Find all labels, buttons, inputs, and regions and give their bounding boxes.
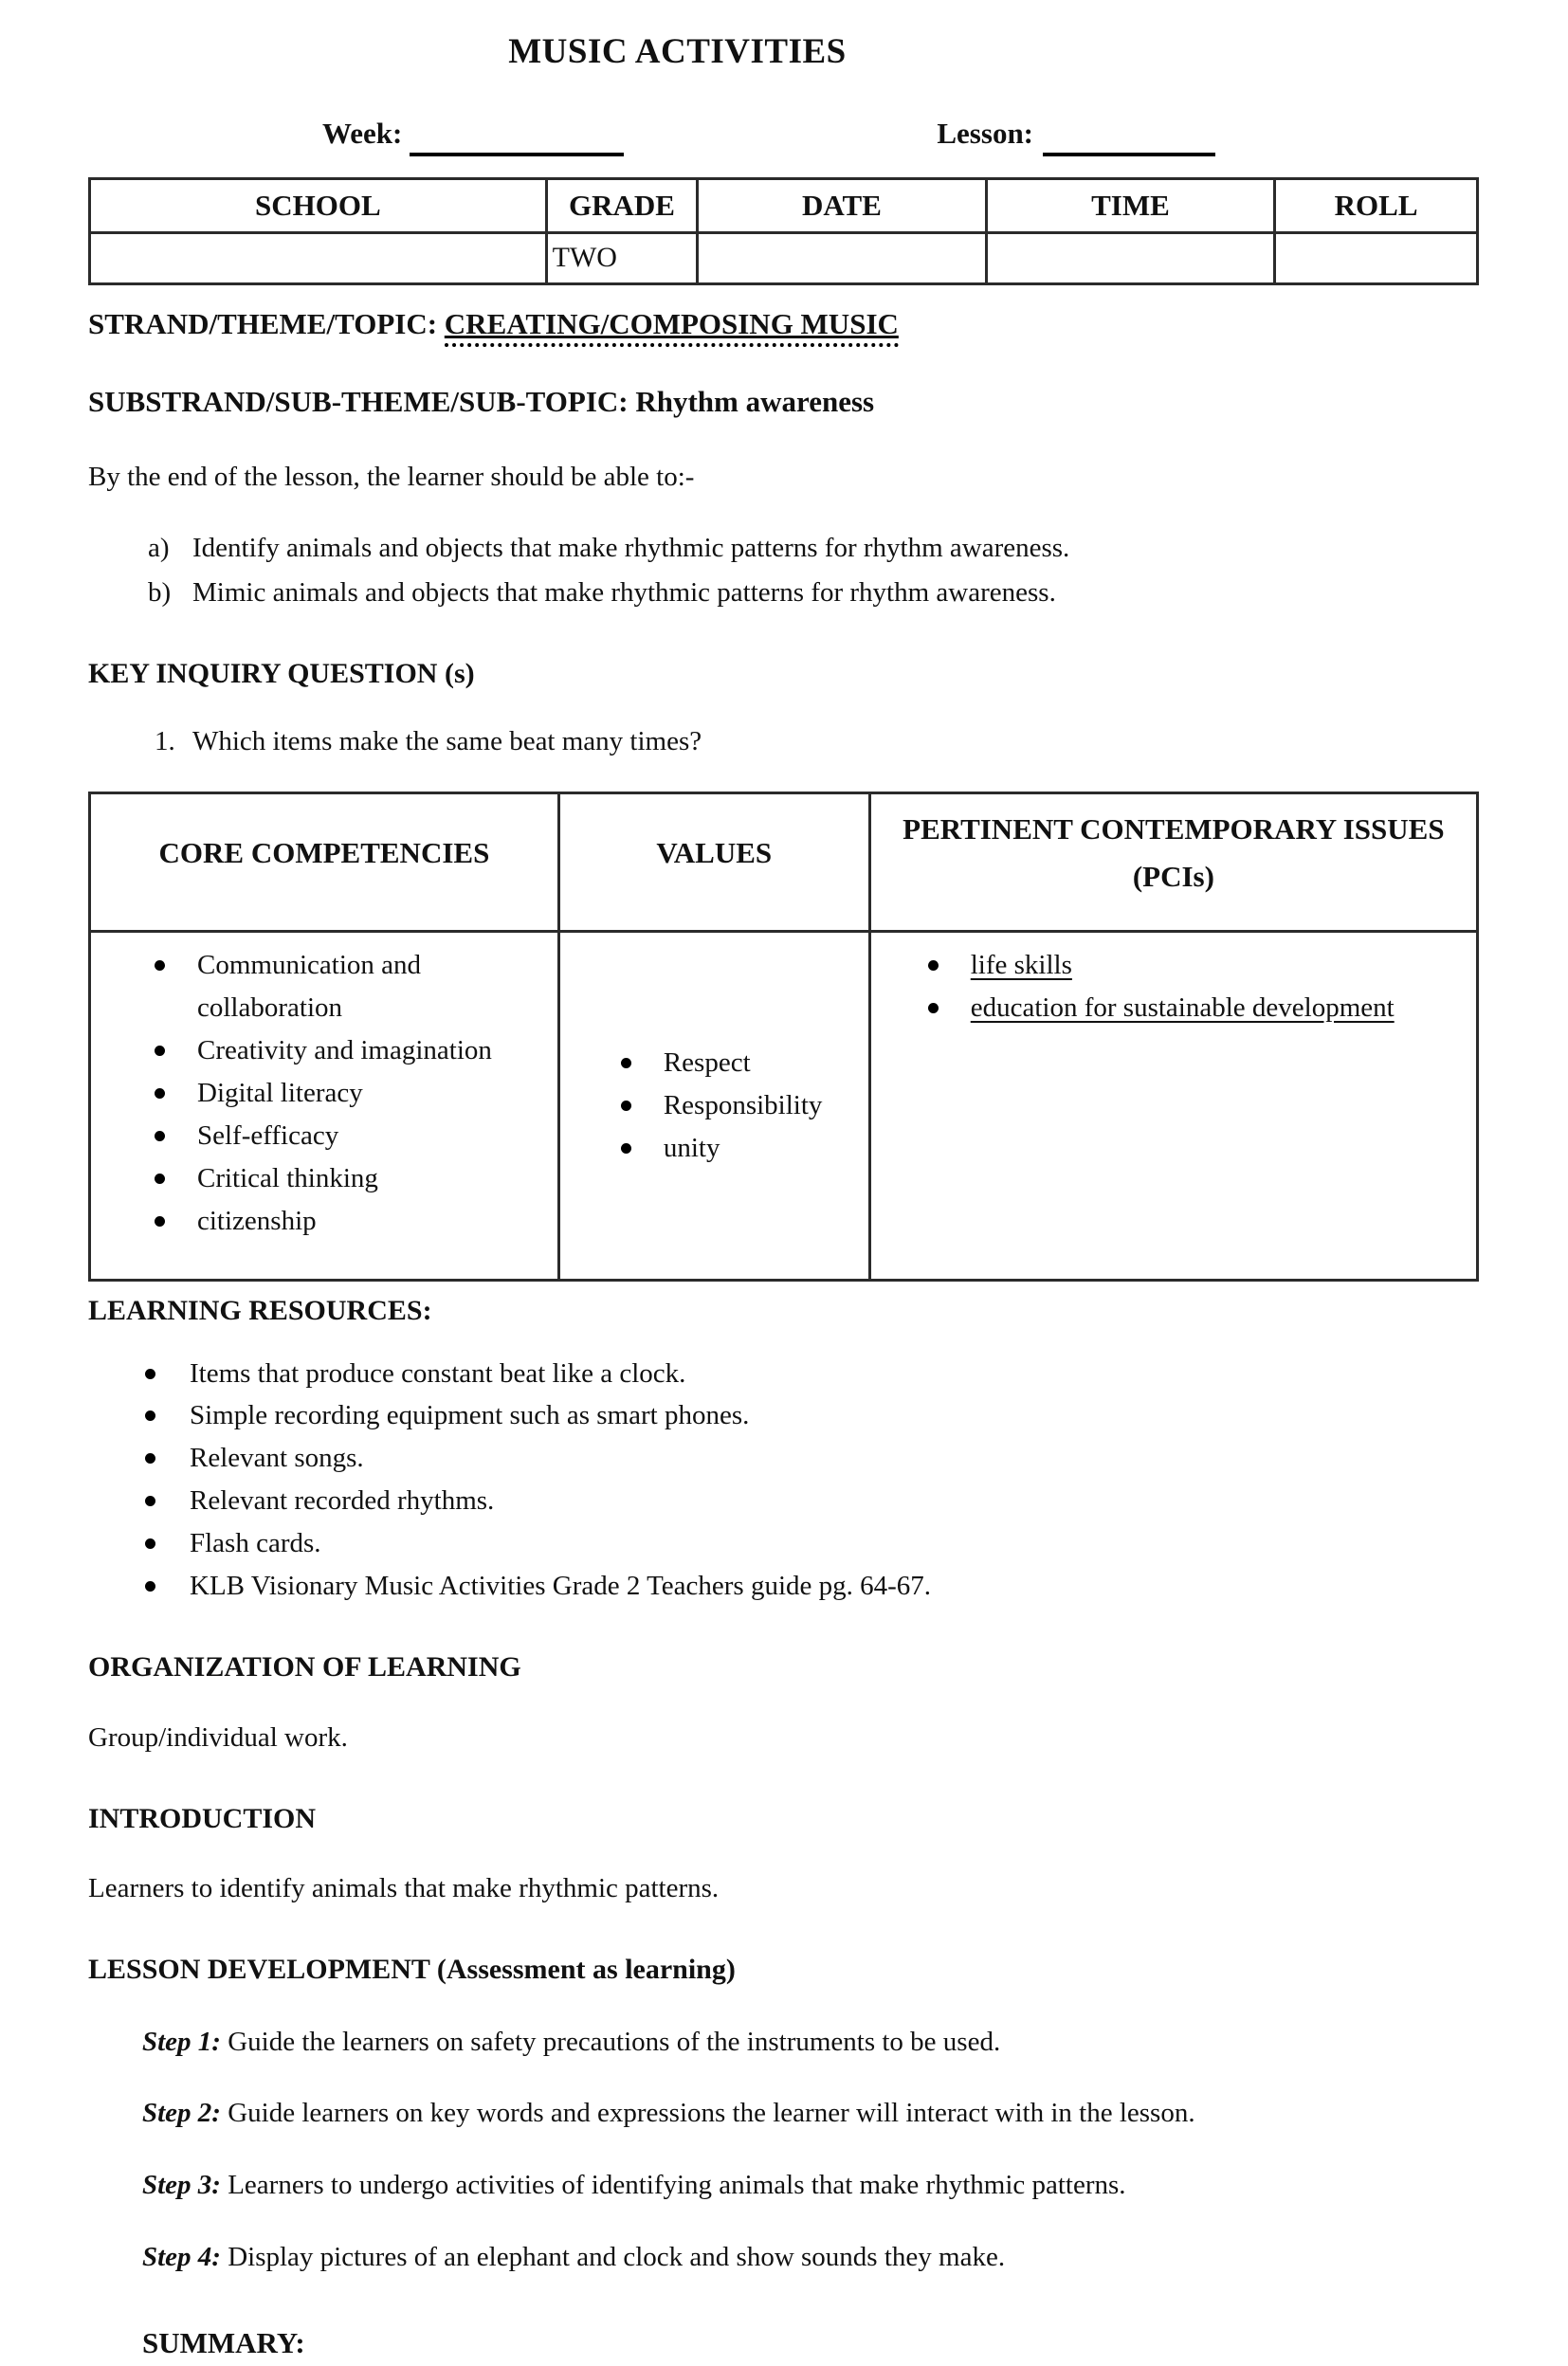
week-blank-line bbox=[410, 122, 624, 156]
core-competency-item: Self-efficacy bbox=[91, 1115, 550, 1157]
bullet-icon bbox=[621, 1143, 631, 1154]
week-label: Week: bbox=[322, 117, 403, 151]
bullet-icon bbox=[155, 1174, 165, 1184]
key-inquiry-marker: 1. bbox=[155, 726, 175, 757]
substrand-value: Rhythm awareness bbox=[635, 384, 875, 418]
learning-resources-list bbox=[88, 1353, 1479, 1609]
value-item: Responsibility bbox=[560, 1084, 861, 1127]
objective-item bbox=[88, 527, 1479, 570]
column-header-roll: ROLL bbox=[1275, 179, 1478, 233]
column-header-pcis: PERTINENT CONTEMPORARY ISSUES (PCIs) bbox=[869, 793, 1477, 932]
step-item bbox=[142, 2021, 1479, 2064]
school-cell bbox=[90, 233, 547, 284]
introduction-heading: INTRODUCTION bbox=[88, 1802, 317, 1834]
page-title: MUSIC ACTIVITIES bbox=[508, 32, 847, 71]
lesson-blank-line bbox=[1043, 122, 1215, 156]
core-competency-item: citizenship bbox=[91, 1200, 550, 1243]
bullet-icon bbox=[155, 1088, 165, 1099]
bullet-icon bbox=[928, 960, 939, 971]
step-text: Display pictures of an elephant and clock and show sounds they make. bbox=[228, 2242, 1006, 2273]
objective-item bbox=[88, 572, 1479, 614]
resource-item: Relevant recorded rhythms. bbox=[88, 1480, 1479, 1522]
column-header-date: DATE bbox=[698, 179, 987, 233]
bullet-icon bbox=[155, 1216, 165, 1227]
bullet-icon bbox=[155, 1046, 165, 1056]
pci-item: education for sustainable development bbox=[871, 987, 1468, 1029]
organization-text: Group/individual work. bbox=[88, 1721, 348, 1753]
step-item bbox=[142, 2164, 1479, 2207]
step-text: Guide learners on key words and expressions the learner will interact with in the lesson. bbox=[228, 2098, 1195, 2129]
step-label: Step 2: bbox=[142, 2098, 221, 2129]
bullet-icon bbox=[145, 1410, 155, 1421]
pci-item: life skills bbox=[871, 944, 1468, 987]
resource-item: Items that produce constant beat like a clock. bbox=[88, 1353, 1479, 1395]
column-header-values: VALUES bbox=[558, 793, 869, 932]
resource-item: Simple recording equipment such as smart phones. bbox=[88, 1394, 1479, 1437]
bullet-icon bbox=[155, 960, 165, 971]
competency-table bbox=[88, 792, 1479, 1282]
value-item: unity bbox=[560, 1127, 861, 1170]
key-inquiry-item bbox=[88, 720, 1479, 763]
info-table-header-row bbox=[90, 179, 1478, 233]
info-table bbox=[88, 177, 1479, 285]
date-cell bbox=[698, 233, 987, 284]
core-competency-item: Communication and collaboration bbox=[91, 944, 550, 1029]
summary-heading: SUMMARY: bbox=[142, 2326, 305, 2360]
core-competency-item: Digital literacy bbox=[91, 1072, 550, 1115]
substrand-label: SUBSTRAND/SUB-THEME/SUB-TOPIC: bbox=[88, 384, 629, 418]
bullet-icon bbox=[928, 1003, 939, 1013]
roll-cell bbox=[1275, 233, 1478, 284]
objective-marker: b) bbox=[148, 576, 172, 608]
core-competencies-cell bbox=[90, 932, 559, 1281]
column-header-time: TIME bbox=[986, 179, 1275, 233]
values-cell bbox=[558, 932, 869, 1281]
bullet-icon bbox=[145, 1369, 155, 1379]
bullet-icon bbox=[621, 1058, 631, 1068]
strand-value: CREATING/COMPOSING MUSIC bbox=[445, 307, 899, 347]
time-cell bbox=[986, 233, 1275, 284]
competency-table-data-row bbox=[90, 932, 1478, 1281]
bullet-icon bbox=[145, 1538, 155, 1549]
strand-line bbox=[88, 301, 1479, 347]
objective-text: Identify animals and objects that make rhythmic patterns for rhythm awareness. bbox=[192, 532, 1070, 563]
objective-marker: a) bbox=[148, 532, 170, 563]
bullet-icon bbox=[621, 1101, 631, 1111]
bullet-icon bbox=[145, 1496, 155, 1506]
column-header-core-competencies: CORE COMPETENCIES bbox=[90, 793, 559, 932]
step-label: Step 1: bbox=[142, 2026, 221, 2057]
learning-resources-heading: LEARNING RESOURCES: bbox=[88, 1295, 432, 1327]
objectives-list bbox=[88, 527, 1479, 614]
grade-cell: TWO bbox=[546, 233, 698, 284]
step-text: Guide the learners on safety precautions of the instruments to be used. bbox=[228, 2026, 1001, 2057]
strand-label: STRAND/THEME/TOPIC: bbox=[88, 306, 438, 340]
bullet-icon bbox=[155, 1131, 165, 1141]
step-item bbox=[142, 2092, 1479, 2135]
info-table-data-row bbox=[90, 233, 1478, 284]
lesson-development-heading: LESSON DEVELOPMENT (Assessment as learning) bbox=[88, 1954, 736, 1986]
value-item: Respect bbox=[560, 1042, 861, 1084]
core-competency-item: Critical thinking bbox=[91, 1157, 550, 1200]
lesson-development-steps bbox=[88, 2021, 1479, 2280]
pcis-cell bbox=[869, 932, 1477, 1281]
competency-table-header-row bbox=[90, 793, 1478, 932]
core-competency-item: Creativity and imagination bbox=[91, 1029, 550, 1072]
resource-item: Flash cards. bbox=[88, 1522, 1479, 1565]
step-text: Learners to undergo activities of identifying animals that make rhythmic patterns. bbox=[228, 2170, 1126, 2201]
resource-item: Relevant songs. bbox=[88, 1437, 1479, 1480]
resource-item: KLB Visionary Music Activities Grade 2 Teachers guide pg. 64-67. bbox=[88, 1565, 1479, 1608]
lesson-label: Lesson: bbox=[937, 117, 1034, 151]
substrand-line bbox=[88, 379, 1479, 425]
column-header-school: SCHOOL bbox=[90, 179, 547, 233]
bullet-icon bbox=[145, 1453, 155, 1464]
column-header-grade: GRADE bbox=[546, 179, 698, 233]
objectives-intro: By the end of the lesson, the learner should be able to:- bbox=[88, 462, 695, 493]
key-inquiry-heading: KEY INQUIRY QUESTION (s) bbox=[88, 657, 475, 689]
introduction-text: Learners to identify animals that make rhythmic patterns. bbox=[88, 1873, 720, 1904]
key-inquiry-text: Which items make the same beat many times? bbox=[192, 726, 702, 757]
step-label: Step 4: bbox=[142, 2242, 221, 2273]
bullet-icon bbox=[145, 1581, 155, 1592]
organization-heading: ORGANIZATION OF LEARNING bbox=[88, 1651, 521, 1684]
step-item bbox=[142, 2236, 1479, 2279]
objective-text: Mimic animals and objects that make rhythmic patterns for rhythm awareness. bbox=[192, 576, 1056, 608]
step-label: Step 3: bbox=[142, 2170, 221, 2201]
week-lesson-row bbox=[322, 111, 1479, 156]
